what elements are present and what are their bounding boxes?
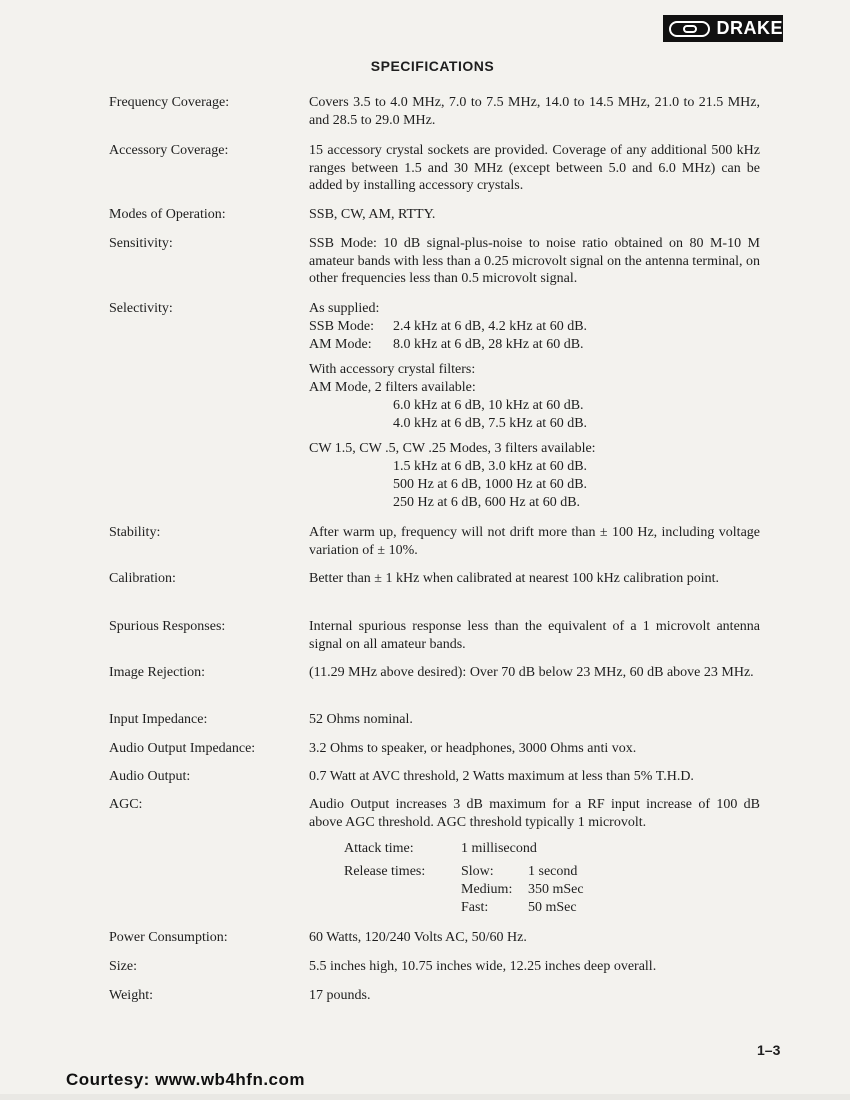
spec-value-sensitivity: SSB Mode: 10 dB signal-plus-noise to noise ratio obtained on 80 M-10 M amateur bands with less than a 0.25 microvolt signal on the antenna terminal, on other frequencies less than 0.5 microvolt signal.: [309, 236, 760, 286]
logo-emblem-icon: [669, 21, 710, 37]
logo-text: DRAKE: [716, 18, 783, 38]
selectivity-am-value: 8.0 kHz at 6 dB, 28 kHz at 60 dB.: [393, 337, 584, 352]
spec-label-stability: Stability:: [109, 525, 161, 540]
spec-label-audio-output: Audio Output:: [109, 769, 191, 784]
spec-value-modes: SSB, CW, AM, RTTY.: [309, 207, 436, 222]
spec-value-spurious: Internal spurious response less than the equivalent of a 1 microvolt antenna signal on all amateur bands.: [309, 619, 760, 652]
spec-label-spurious: Spurious Responses:: [109, 619, 226, 634]
spec-value-image: (11.29 MHz above desired): Over 70 dB below 23 MHz, 60 dB above 23 MHz.: [309, 665, 754, 680]
spec-value-calibration: Better than ± 1 kHz when calibrated at nearest 100 kHz calibration point.: [309, 571, 720, 586]
agc-release-label: Release times:: [344, 864, 426, 879]
spec-label-sensitivity: Sensitivity:: [109, 236, 173, 251]
spec-value-input: 52 Ohms nominal.: [309, 712, 413, 727]
agc-attack-label: Attack time:: [344, 841, 414, 856]
spec-label-weight: Weight:: [109, 988, 153, 1003]
spec-value-agc: Audio Output increases 3 dB maximum for a RF input increase of 100 dB above AGC threshold. AGC threshold typically 1 microvolt.: [309, 797, 760, 830]
spec-value-size: 5.5 inches high, 10.75 inches wide, 12.25 inches deep overall.: [309, 959, 657, 974]
spec-value-power: 60 Watts, 120/240 Volts AC, 50/60 Hz.: [309, 930, 527, 945]
agc-fast-value: 50 mSec: [528, 900, 577, 915]
drake-logo: [663, 15, 783, 42]
spec-value-weight: 17 pounds.: [309, 988, 371, 1003]
spec-label-frequency: Frequency Coverage:: [109, 95, 230, 110]
spec-value-audio-impedance: 3.2 Ohms to speaker, or headphones, 3000 Ohms anti vox.: [309, 741, 637, 756]
spec-value-accessory: 15 accessory crystal sockets are provided. Coverage of any additional 500 kHz ranges between 1.5 and 30 MHz (except between 5.0 and 6.0 MHz) can be added by installing accessory crystals.: [309, 143, 760, 193]
spec-label-accessory: Accessory Coverage:: [109, 143, 229, 158]
agc-slow-label: Slow:: [461, 864, 494, 879]
selectivity-with-accessory: With accessory crystal filters:: [309, 362, 476, 377]
selectivity-cw-filter-3: 250 Hz at 6 dB, 600 Hz at 60 dB.: [393, 495, 581, 510]
selectivity-am-filter-1: 6.0 kHz at 6 dB, 10 kHz at 60 dB.: [393, 398, 584, 413]
spec-label-image: Image Rejection:: [109, 665, 206, 680]
spec-label-power: Power Consumption:: [109, 930, 228, 945]
spec-label-calibration: Calibration:: [109, 571, 176, 586]
selectivity-cw-filter-2: 500 Hz at 6 dB, 1000 Hz at 60 dB.: [393, 477, 588, 492]
spec-label-audio-impedance: Audio Output Impedance:: [109, 741, 256, 756]
spec-value-stability: After warm up, frequency will not drift more than ± 100 Hz, including voltage variation of ± 10%.: [309, 525, 760, 558]
selectivity-ssb-label: SSB Mode:: [309, 319, 374, 334]
page-title: SPECIFICATIONS: [370, 58, 495, 74]
agc-medium-value: 350 mSec: [528, 882, 584, 897]
spec-label-modes: Modes of Operation:: [109, 207, 226, 222]
agc-medium-label: Medium:: [461, 882, 513, 897]
agc-fast-label: Fast:: [461, 900, 489, 915]
spec-label-selectivity: Selectivity:: [109, 301, 173, 316]
agc-attack-value: 1 millisecond: [461, 841, 537, 856]
spec-value-frequency: Covers 3.5 to 4.0 MHz, 7.0 to 7.5 MHz, 14.0 to 14.5 MHz, 21.0 to 21.5 MHz, and 28.5 to 29.0 MHz.: [309, 95, 760, 128]
spec-label-input: Input Impedance:: [109, 712, 208, 727]
scan-edge: [0, 1094, 850, 1100]
selectivity-ssb-value: 2.4 kHz at 6 dB, 4.2 kHz at 60 dB.: [393, 319, 588, 334]
courtesy-watermark: Courtesy: www.wb4hfn.com: [66, 1070, 306, 1089]
selectivity-am-filters: AM Mode, 2 filters available:: [309, 380, 476, 395]
selectivity-cw-filter-1: 1.5 kHz at 6 dB, 3.0 kHz at 60 dB.: [393, 459, 588, 474]
selectivity-cw-filters: CW 1.5, CW .5, CW .25 Modes, 3 filters available:: [309, 441, 596, 456]
agc-slow-value: 1 second: [528, 864, 578, 879]
page-number: 1–3: [757, 1042, 781, 1058]
spec-value-audio-output: 0.7 Watt at AVC threshold, 2 Watts maximum at less than 5% T.H.D.: [309, 769, 694, 784]
selectivity-as-supplied: As supplied:: [309, 301, 380, 316]
selectivity-am-filter-2: 4.0 kHz at 6 dB, 7.5 kHz at 60 dB.: [393, 416, 588, 431]
spec-label-size: Size:: [109, 959, 137, 974]
spec-label-agc: AGC:: [109, 797, 143, 812]
selectivity-am-label: AM Mode:: [309, 337, 372, 352]
